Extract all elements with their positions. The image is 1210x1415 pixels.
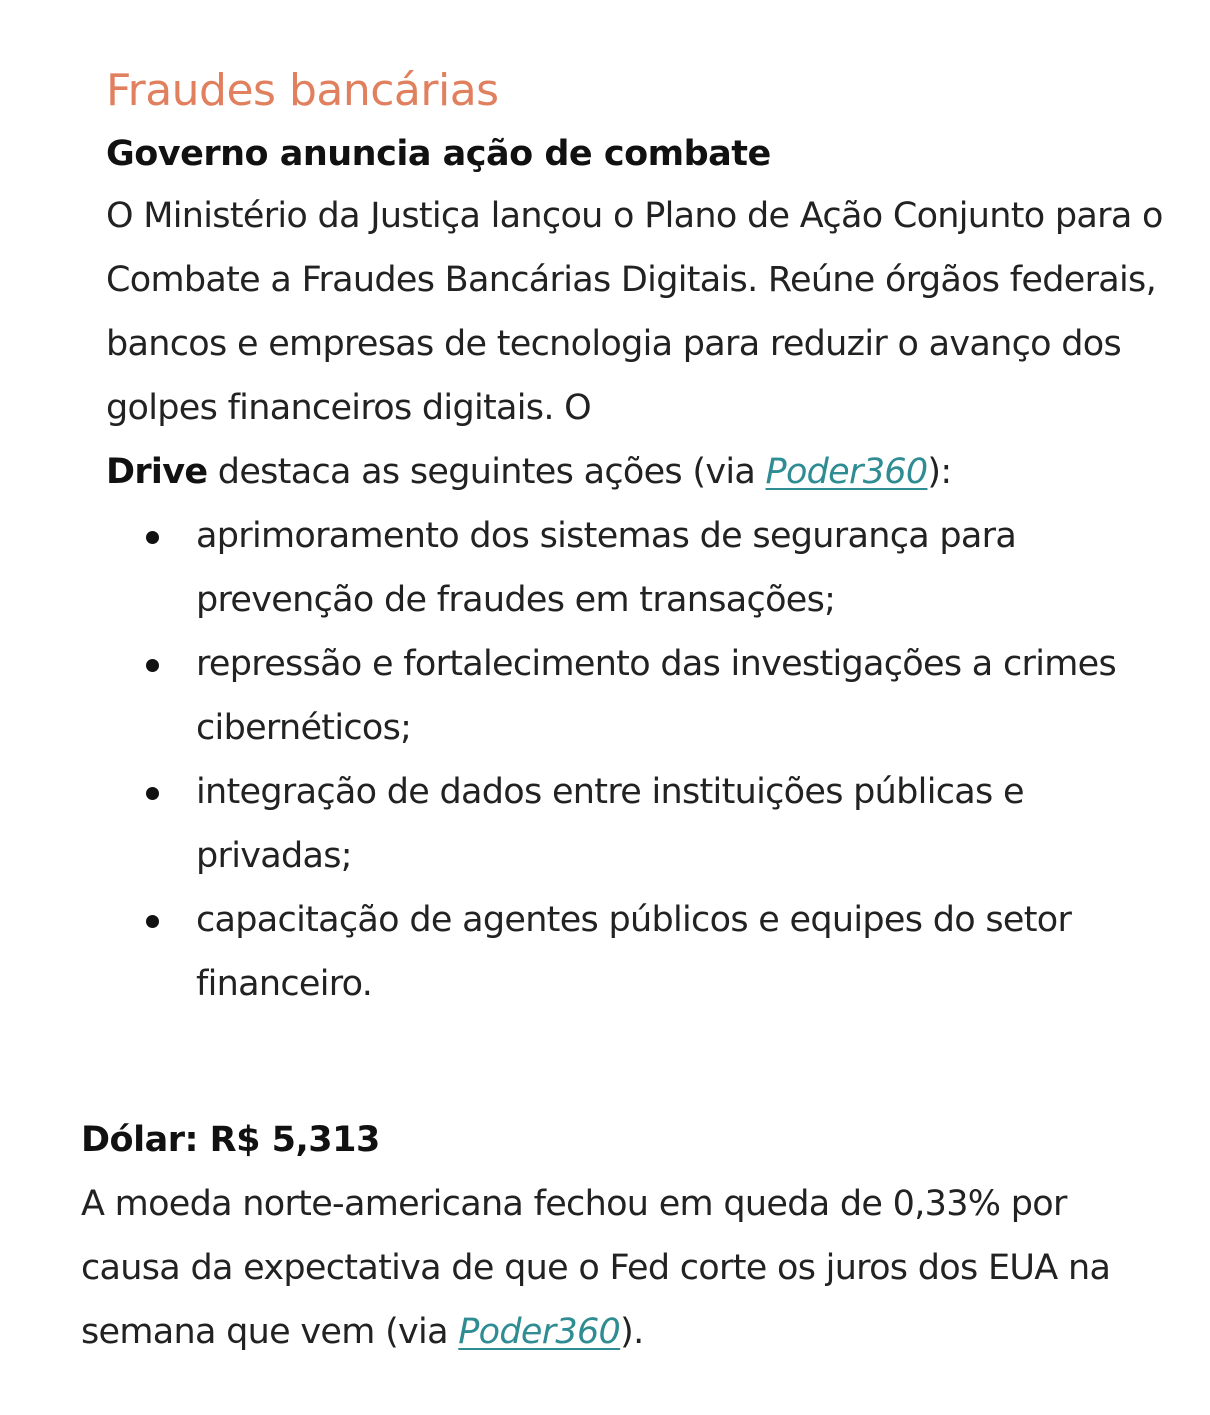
- fraud-paragraph: [106, 184, 1166, 504]
- bullet-icon: [146, 787, 159, 800]
- list-item-text: repressão e fortalecimento das investigações a crimes cibernéticos;: [196, 644, 1116, 748]
- source-link[interactable]: Poder360: [765, 452, 928, 492]
- actions-list: [106, 504, 1166, 1016]
- list-item: [106, 632, 1166, 760]
- dollar-paragraph: [81, 1172, 1171, 1364]
- bullet-icon: [146, 531, 159, 544]
- source-link[interactable]: Poder360: [458, 1312, 621, 1352]
- intro-end: ):: [927, 452, 952, 492]
- dollar-section: [81, 1108, 1171, 1364]
- fraud-section: [106, 62, 1166, 1016]
- bullet-icon: [146, 659, 159, 672]
- list-item: [106, 760, 1166, 888]
- list-item-text: aprimoramento dos sistemas de segurança para prevenção de fraudes em transações;: [196, 516, 1017, 620]
- list-item: [106, 504, 1166, 632]
- bullet-icon: [146, 915, 159, 928]
- dollar-text-end: ).: [620, 1312, 644, 1352]
- list-item-text: integração de dados entre instituições públicas e privadas;: [196, 772, 1024, 876]
- intro-text: destaca as seguintes ações (via: [207, 452, 766, 492]
- paragraph-text: O Ministério da Justiça lançou o Plano de Ação Conjunto para o Combate a Fraudes Bancárias Digitais. Reúne órgãos federais, bancos e empresas de tecnologia para reduzir o avanço dos golpes financeiros digitais. O: [106, 196, 1163, 428]
- list-item: [106, 888, 1166, 1016]
- dollar-rate-title: Dólar: R$ 5,313: [81, 1120, 380, 1160]
- section-headline: Governo anuncia ação de combate: [106, 134, 771, 174]
- brand-name: Drive: [106, 452, 208, 492]
- list-item-text: capacitação de agentes públicos e equipes do setor financeiro.: [196, 900, 1072, 1004]
- section-kicker: Fraudes bancárias: [106, 65, 499, 116]
- dollar-text: A moeda norte-americana fechou em queda de 0,33% por causa da expectativa de que o Fed corte os juros dos EUA na semana que vem (via: [81, 1184, 1111, 1352]
